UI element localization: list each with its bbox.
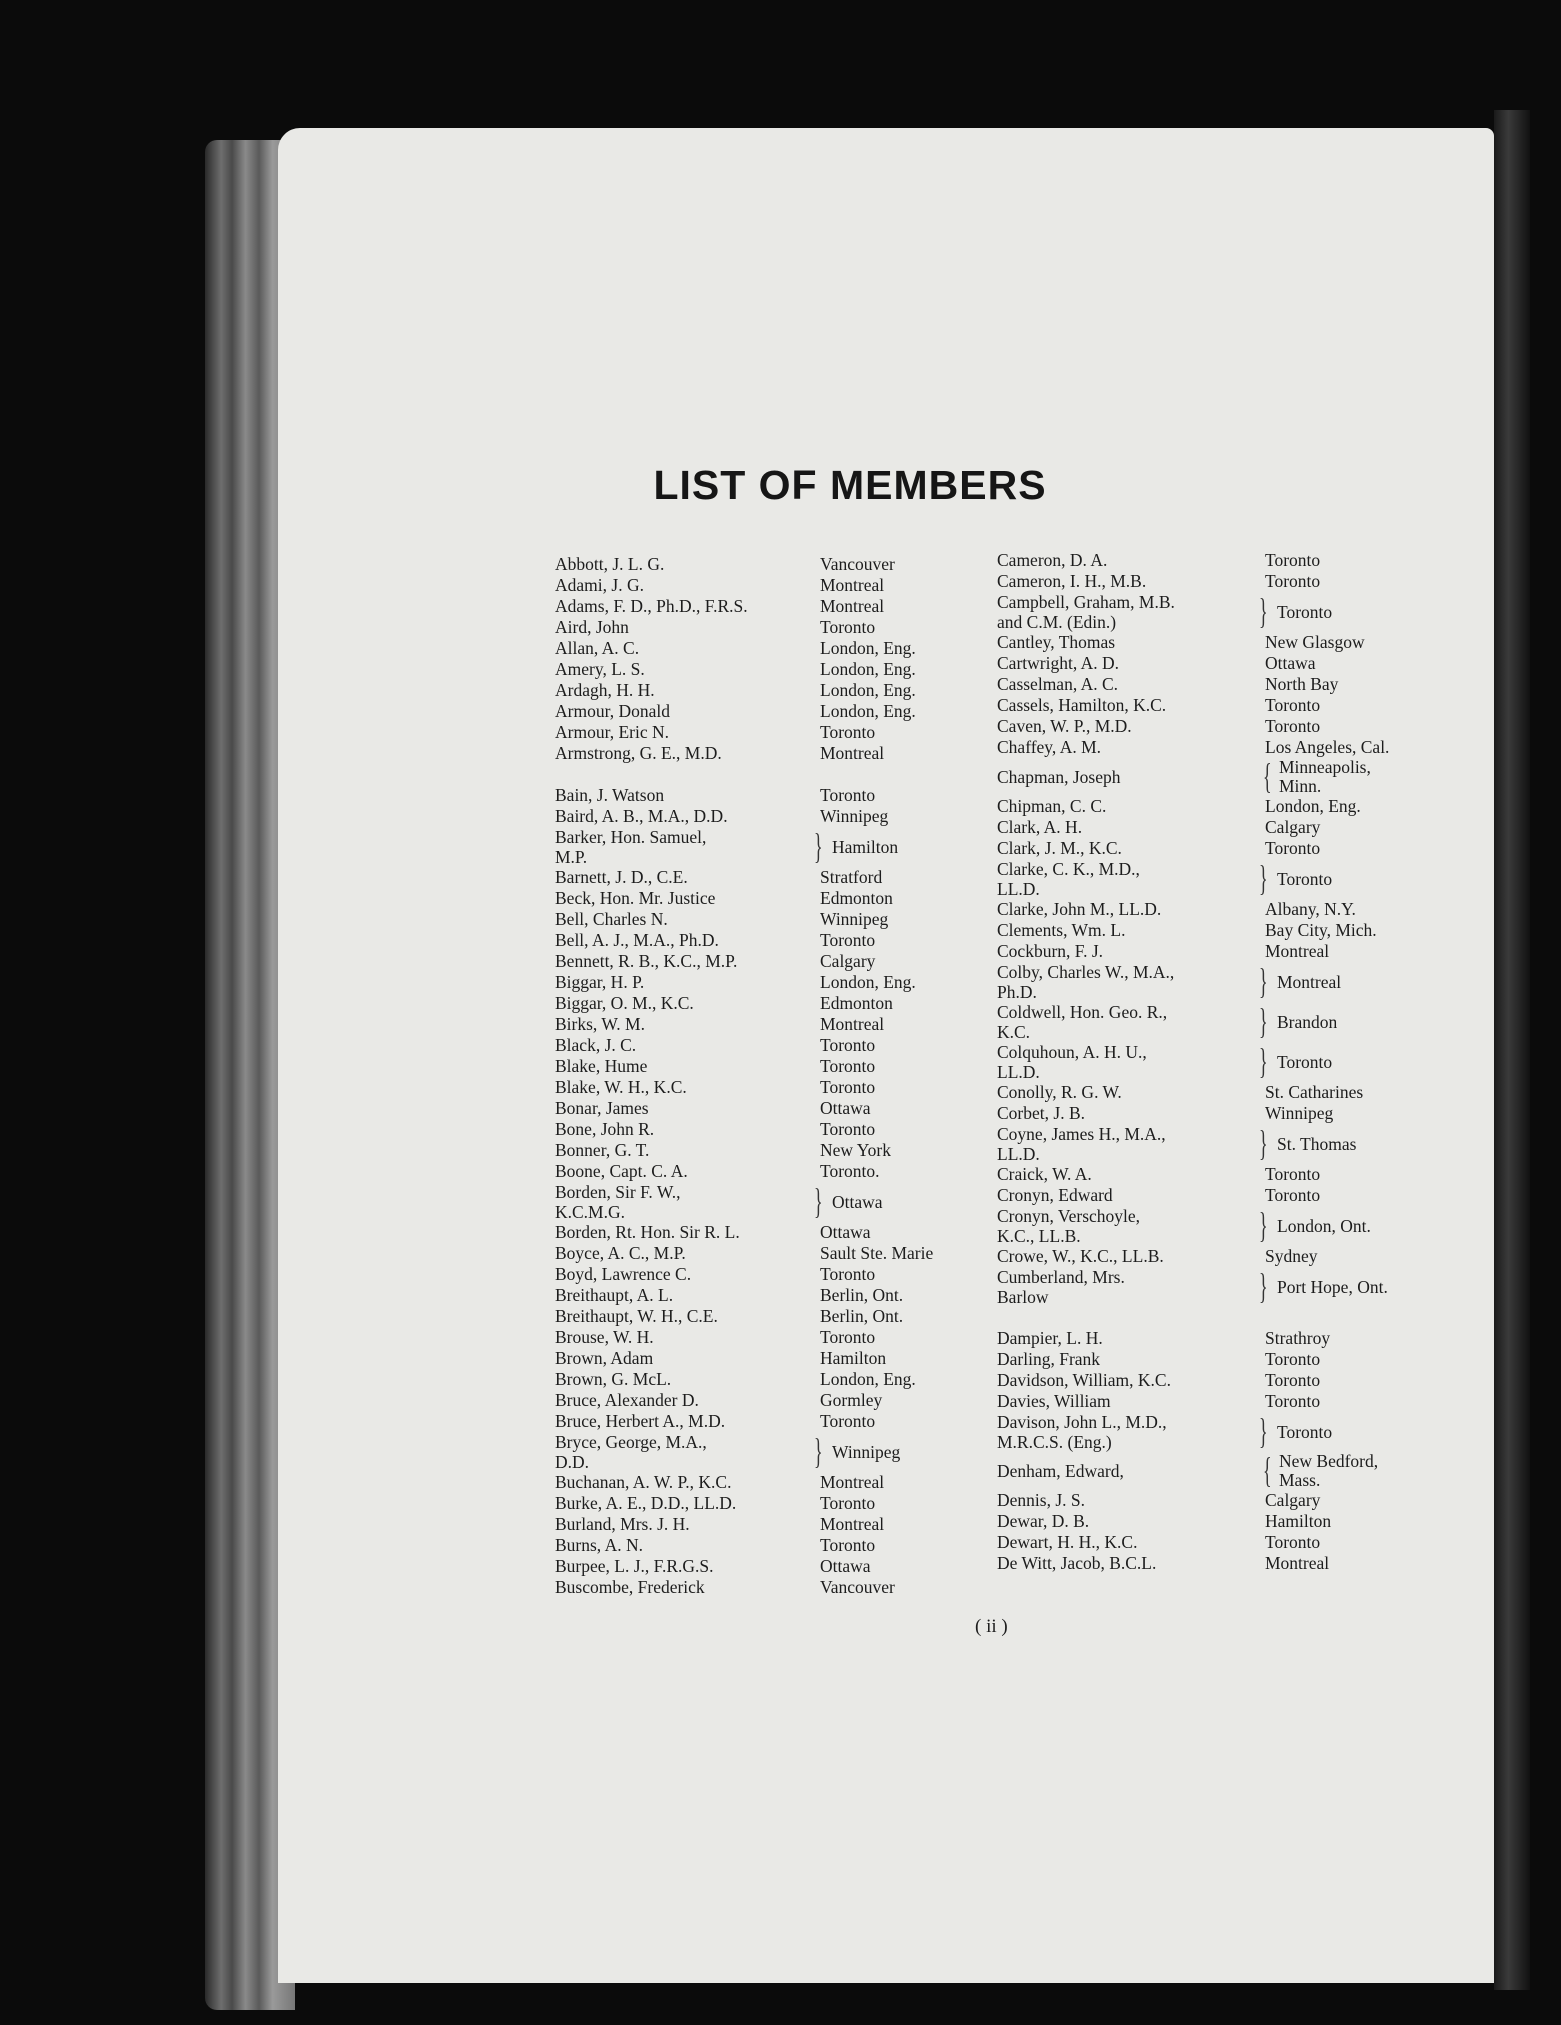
member-entry [555,993,985,1014]
member-place: Montreal [1265,1553,1330,1573]
member-name: Borden, Sir F. W., K.C.M.G. [555,1182,681,1222]
member-place: Ottawa [820,1556,871,1576]
member-name: Cameron, D. A. [997,550,1108,570]
member-name: Black, J. C. [555,1035,637,1055]
member-name: Cameron, I. H., M.B. [997,571,1147,591]
member-place: { Minneapolis, Minn. [1265,758,1427,796]
member-name: Barker, Hon. Samuel, M.P. [555,827,707,867]
member-entry [997,1164,1427,1185]
member-entry [997,758,1427,796]
member-place: Strathroy [1265,1328,1331,1348]
member-entry [555,1577,985,1598]
member-place: Toronto [1265,1532,1321,1552]
member-place: Montreal [1265,941,1330,961]
member-entry [997,716,1427,737]
member-entry [997,1082,1427,1103]
member-name: Bonar, James [555,1098,649,1118]
member-place: } London, Ont. [1265,1216,1427,1237]
member-entry [997,695,1427,716]
member-entry [555,1411,985,1432]
member-entry [555,1182,985,1222]
member-place: Winnipeg [820,909,889,929]
member-name: Boyce, A. C., M.P. [555,1243,686,1263]
member-name: Clarke, John M., LL.D. [997,899,1162,919]
member-place: Winnipeg [1265,1103,1334,1123]
member-name: Breithaupt, W. H., C.E. [555,1306,718,1326]
member-entry [997,1553,1427,1574]
member-place: } Ottawa [820,1192,985,1213]
member-place: Ottawa [820,1222,871,1242]
member-name: Armstrong, G. E., M.D. [555,743,722,763]
member-place: London, Eng. [820,638,916,658]
member-name: Cartwright, A. D. [997,653,1120,673]
member-entry [555,888,985,909]
member-place: Sault Ste. Marie [820,1243,934,1263]
member-name: Denham, Edward, [997,1461,1124,1481]
member-place: Ottawa [1265,653,1316,673]
member-name: Brown, G. McL. [555,1369,672,1389]
member-entry [555,638,985,659]
member-name: Colquhoun, A. H. U., LL.D. [997,1042,1147,1082]
member-name: Clark, A. H. [997,817,1083,837]
member-entry [555,659,985,680]
member-entry [997,1267,1427,1307]
member-place: Vancouver [820,554,895,574]
member-name: Cronyn, Edward [997,1185,1113,1205]
member-entry [997,1412,1427,1452]
member-place: Toronto [820,930,876,950]
member-entry [555,1056,985,1077]
member-entry [997,1452,1427,1490]
member-place: Toronto [820,1056,876,1076]
member-entry [555,1014,985,1035]
member-name: Baird, A. B., M.A., D.D. [555,806,728,826]
member-entry [997,550,1427,571]
member-place: Edmonton [820,993,893,1013]
member-entry [555,1327,985,1348]
member-name: Biggar, O. M., K.C. [555,993,694,1013]
member-name: Dennis, J. S. [997,1490,1085,1510]
member-name: Breithaupt, A. L. [555,1285,674,1305]
member-entry [997,1246,1427,1267]
member-name: Buchanan, A. W. P., K.C. [555,1472,732,1492]
member-entry [555,1285,985,1306]
member-place: Albany, N.Y. [1265,899,1356,919]
member-name: Blake, W. H., K.C. [555,1077,687,1097]
member-entry [997,1185,1427,1206]
member-name: Coyne, James H., M.A., LL.D. [997,1124,1166,1164]
section-gap [997,1307,1427,1328]
member-entry [997,571,1427,592]
member-name: Ardagh, H. H. [555,680,655,700]
member-place: Winnipeg [820,806,889,826]
member-entry [997,737,1427,758]
member-entry [997,920,1427,941]
member-name: Burke, A. E., D.D., LL.D. [555,1493,737,1513]
member-place: Berlin, Ont. [820,1285,904,1305]
member-entry [555,596,985,617]
member-name: Dampier, L. H. [997,1328,1103,1348]
member-name: Burns, A. N. [555,1535,643,1555]
member-entry [997,859,1427,899]
member-name: Birks, W. M. [555,1014,645,1034]
member-name: Cronyn, Verschoyle, K.C., LL.B. [997,1206,1141,1246]
member-place: Toronto [1265,716,1321,736]
member-name: Dewar, D. B. [997,1511,1090,1531]
member-entry [555,1161,985,1182]
member-name: Davidson, William, K.C. [997,1370,1171,1390]
member-entry [997,674,1427,695]
member-place: Bay City, Mich. [1265,920,1377,940]
member-entry [997,1511,1427,1532]
member-entry [997,1349,1427,1370]
member-name: Craick, W. A. [997,1164,1092,1184]
member-name: De Witt, Jacob, B.C.L. [997,1553,1157,1573]
member-entry [555,1556,985,1577]
member-place: Toronto [820,1411,876,1431]
member-name: Burpee, L. J., F.R.G.S. [555,1556,714,1576]
member-place: Toronto [820,1035,876,1055]
member-place: New Glasgow [1265,632,1365,652]
member-place: Toronto [1265,1370,1321,1390]
member-entry [555,951,985,972]
member-place: Calgary [1265,1490,1321,1510]
member-place: Toronto [820,617,876,637]
member-name: Bell, Charles N. [555,909,668,929]
member-place: London, Eng. [820,680,916,700]
member-name: Bruce, Alexander D. [555,1390,699,1410]
member-name: Beck, Hon. Mr. Justice [555,888,716,908]
member-place: Hamilton [1265,1511,1332,1531]
member-entry [997,632,1427,653]
member-name: Chipman, C. C. [997,796,1107,816]
member-entry [997,1532,1427,1553]
member-place: Toronto [820,785,876,805]
member-place: } Hamilton [820,837,985,858]
member-place: Toronto [1265,695,1321,715]
member-entry [997,1103,1427,1124]
member-entry [555,867,985,888]
member-name: Clark, J. M., K.C. [997,838,1122,858]
member-place: Montreal [820,743,885,763]
member-name: Brown, Adam [555,1348,654,1368]
member-name: Darling, Frank [997,1349,1101,1369]
member-entry [555,1077,985,1098]
member-entry [555,743,985,764]
member-entry [555,1348,985,1369]
member-place: Toronto [820,722,876,742]
member-entry [997,653,1427,674]
member-name: Brouse, W. H. [555,1327,654,1347]
member-name: Aird, John [555,617,629,637]
member-place: } Toronto [1265,869,1427,890]
member-place: } Montreal [1265,972,1427,993]
member-name: Amery, L. S. [555,659,645,679]
member-place: Toronto [820,1077,876,1097]
member-place: Toronto [820,1264,876,1284]
member-entry [997,838,1427,859]
member-entry [555,680,985,701]
member-name: Bennett, R. B., K.C., M.P. [555,951,738,971]
member-entry [997,1002,1427,1042]
member-entry [997,962,1427,1002]
member-entry [555,909,985,930]
member-entry [997,1124,1427,1164]
member-place: London, Eng. [820,972,916,992]
member-entry [555,1493,985,1514]
member-entry [997,941,1427,962]
member-entry [997,1490,1427,1511]
member-entry [997,817,1427,838]
member-place: Hamilton [820,1348,887,1368]
member-name: Colby, Charles W., M.A., Ph.D. [997,962,1175,1002]
member-name: Coldwell, Hon. Geo. R., K.C. [997,1002,1168,1042]
member-name: Caven, W. P., M.D. [997,716,1132,736]
member-name: Chaffey, A. M. [997,737,1102,757]
member-name: Abbott, J. L. G. [555,554,665,574]
member-name: Bain, J. Watson [555,785,665,805]
member-name: Bell, A. J., M.A., Ph.D. [555,930,719,950]
member-place: Toronto [1265,1185,1321,1205]
member-name: Boone, Capt. C. A. [555,1161,688,1181]
member-place: Los Angeles, Cal. [1265,737,1390,757]
member-entry [555,554,985,575]
member-entry [997,1042,1427,1082]
member-name: Blake, Hume [555,1056,648,1076]
member-place: Ottawa [820,1098,871,1118]
member-entry [555,1432,985,1472]
member-place: Calgary [1265,817,1321,837]
member-name: Burland, Mrs. J. H. [555,1514,690,1534]
member-name: Cockburn, F. J. [997,941,1104,961]
member-place: Toronto [1265,571,1321,591]
member-place: London, Eng. [820,701,916,721]
member-entry [555,930,985,951]
member-entry [555,1472,985,1493]
member-entry [555,785,985,806]
member-place: Toronto [820,1493,876,1513]
member-entry [555,1140,985,1161]
member-name: Crowe, W., K.C., LL.B. [997,1246,1164,1266]
member-place: Montreal [820,596,885,616]
member-place: Toronto [820,1535,876,1555]
member-place: } Port Hope, Ont. [1265,1277,1427,1298]
member-entry [555,1035,985,1056]
member-place: } Toronto [1265,1052,1427,1073]
member-entry [555,1306,985,1327]
member-place: Edmonton [820,888,893,908]
member-place: Toronto [1265,1164,1321,1184]
member-place: Calgary [820,951,876,971]
member-name: Adams, F. D., Ph.D., F.R.S. [555,596,748,616]
member-entry [997,1391,1427,1412]
member-name: Casselman, A. C. [997,674,1119,694]
member-place: London, Eng. [1265,796,1361,816]
member-name: Biggar, H. P. [555,972,645,992]
member-place: London, Eng. [820,659,916,679]
member-name: Cassels, Hamilton, K.C. [997,695,1167,715]
member-entry [555,1243,985,1264]
member-name: Davison, John L., M.D., M.R.C.S. (Eng.) [997,1412,1167,1452]
member-name: Bryce, George, M.A., D.D. [555,1432,707,1472]
member-entry [555,1514,985,1535]
member-place: Stratford [820,867,883,887]
member-name: Cumberland, Mrs. Barlow [997,1267,1125,1307]
member-place: } Winnipeg [820,1442,985,1463]
member-entry [555,827,985,867]
member-place: Vancouver [820,1577,895,1597]
member-column-right [997,550,1427,1574]
member-entry [997,796,1427,817]
member-name: Armour, Donald [555,701,670,721]
member-place: Toronto [1265,1349,1321,1369]
member-entry [555,1535,985,1556]
member-entry [555,701,985,722]
member-name: Armour, Eric N. [555,722,669,742]
member-place: Toronto [820,1327,876,1347]
member-entry [555,1369,985,1390]
member-place: New York [820,1140,891,1160]
member-name: Clements, Wm. L. [997,920,1126,940]
member-place: { New Bedford, Mass. [1265,1452,1427,1490]
member-name: Cantley, Thomas [997,632,1116,652]
member-name: Boyd, Lawrence C. [555,1264,692,1284]
member-column-left [555,554,985,1598]
member-place: London, Eng. [820,1369,916,1389]
member-place: Toronto. [820,1161,880,1181]
member-name: Clarke, C. K., M.D., LL.D. [997,859,1140,899]
member-place: Montreal [820,1514,885,1534]
member-name: Barnett, J. D., C.E. [555,867,688,887]
member-entry [997,592,1427,632]
member-entry [997,899,1427,920]
section-gap [555,764,985,785]
member-place: Berlin, Ont. [820,1306,904,1326]
member-place: Sydney [1265,1246,1318,1266]
page-title: LIST OF MEMBERS [653,462,1047,508]
member-name: Campbell, Graham, M.B. and C.M. (Edin.) [997,592,1175,632]
member-name: Buscombe, Frederick [555,1577,705,1597]
member-name: Dewart, H. H., K.C. [997,1532,1138,1552]
member-name: Adami, J. G. [555,575,644,595]
member-name: Conolly, R. G. W. [997,1082,1122,1102]
member-entry [997,1370,1427,1391]
member-entry [555,1264,985,1285]
member-place: } Brandon [1265,1012,1427,1033]
member-name: Bonner, G. T. [555,1140,650,1160]
member-place: Toronto [1265,1391,1321,1411]
member-name: Allan, A. C. [555,638,640,658]
member-place: } Toronto [1265,1422,1427,1443]
member-name: Corbet, J. B. [997,1103,1085,1123]
page-number: ( ii ) [975,1616,1008,1637]
member-place: Montreal [820,1014,885,1034]
member-name: Bruce, Herbert A., M.D. [555,1411,726,1431]
member-place: Montreal [820,1472,885,1492]
member-name: Davies, William [997,1391,1111,1411]
member-entry [555,1119,985,1140]
book-spine-shadow [1494,110,1530,1990]
member-entry [997,1328,1427,1349]
member-entry [555,617,985,638]
member-place: } Toronto [1265,602,1427,623]
member-name: Chapman, Joseph [997,767,1121,787]
member-name: Bone, John R. [555,1119,655,1139]
member-entry [555,1098,985,1119]
member-entry [555,972,985,993]
member-entry [555,1222,985,1243]
member-place: Gormley [820,1390,883,1410]
member-entry [555,575,985,596]
member-place: St. Catharines [1265,1082,1364,1102]
member-place: } St. Thomas [1265,1134,1427,1155]
member-entry [555,806,985,827]
member-name: Borden, Rt. Hon. Sir R. L. [555,1222,740,1242]
member-entry [555,722,985,743]
member-place: Toronto [1265,838,1321,858]
member-place: Montreal [820,575,885,595]
member-place: Toronto [1265,550,1321,570]
member-place: Toronto [820,1119,876,1139]
member-entry [555,1390,985,1411]
member-entry [997,1206,1427,1246]
member-place: North Bay [1265,674,1339,694]
